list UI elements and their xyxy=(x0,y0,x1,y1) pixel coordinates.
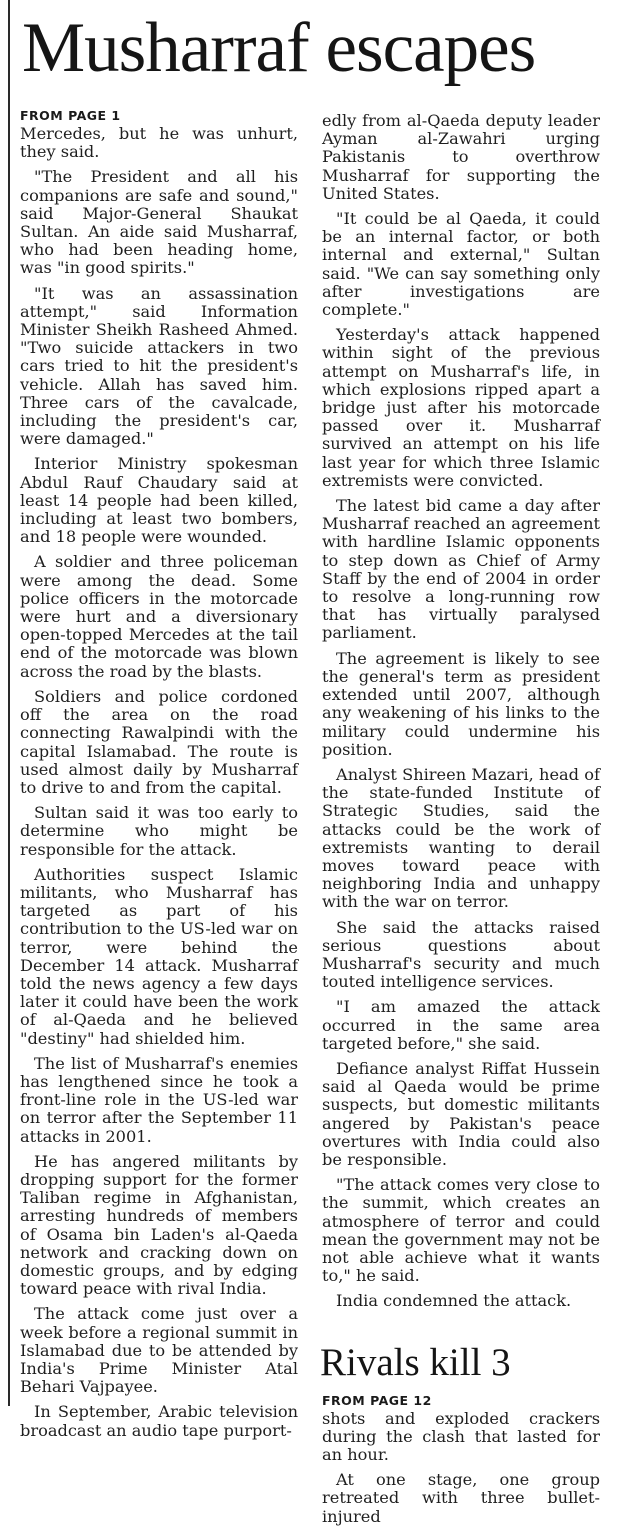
paragraph: Interior Ministry spokesman Abdul Rauf Chaudary said at least 14 people had been killed, including at least two bombers, and 18 people were wounded. xyxy=(20,454,298,547)
paragraph: shots and exploded crackers during the clash that lasted for an hour. xyxy=(322,1408,600,1464)
paragraph: In September, Arabic television broadcast an audio tape purport- xyxy=(20,1402,298,1440)
main-story-kicker: FROM PAGE 1 xyxy=(20,108,121,123)
left-column xyxy=(20,108,298,1447)
paragraph: Sultan said it was too early to determine who might be responsible for the attack. xyxy=(20,803,298,859)
paragraph: At one stage, one group retreated with three bullet-injured xyxy=(322,1470,600,1526)
paragraph: Defiance analyst Riffat Hussein said al Qaeda would be prime suspects, but domestic militants angered by Pakistan's peace overtures with India could also be responsible. xyxy=(322,1058,600,1169)
paragraph: edly from al-Qaeda deputy leader Ayman al-Zawahri urging Pakistanis to overthrow Musharraf for supporting the United States. xyxy=(322,111,600,203)
paragraph: "It was an assassination attempt," said Information Minister Sheikh Rasheed Ahmed. "Two suicide attackers in two cars tried to hit the president's vehicle. Allah has saved him. Three cars of the cavalcade, including the president's car, were damaged." xyxy=(20,283,298,449)
paragraph: She said the attacks raised serious questions about Musharraf's security and much touted intelligence services. xyxy=(322,917,600,992)
paragraph: Analyst Shireen Mazari, head of the state-funded Institute of Strategic Studies, said the attacks could be the work of extremists wanting to derail moves toward peace with neighboring India and unhappy with the war on terror. xyxy=(322,764,600,912)
paragraph: "It could be al Qaeda, it could be an internal factor, or both internal and external," Sultan said. "We can say something only after investigations are complete." xyxy=(322,209,600,320)
paragraph: "The President and all his companions are safe and sound," said Major-General Shaukat Sultan. An aide said Musharraf, who had been heading home, was "in good spirits." xyxy=(20,167,298,278)
second-story-headline: Rivals kill 3 xyxy=(320,1340,511,1384)
paragraph: The latest bid came a day after Musharraf reached an agreement with hardline Islamic opponents to step down as Chief of Army Staff by the end of 2004 in order to resolve a long-running row that has virtually paralysed parliament. xyxy=(322,496,600,643)
paragraph: A soldier and three policeman were among the dead. Some police officers in the motorcade were hurt and a diversionary open-topped Mercedes at the tail end of the motorcade was blown across the road by the blasts. xyxy=(20,552,298,681)
paragraph: Mercedes, but he was unhurt, they said. xyxy=(20,124,298,162)
main-headline: Musharraf escapes xyxy=(22,9,536,87)
paragraph: The agreement is likely to see the general's term as president extended until 2007, although any weakening of his links to the military could undermine his position. xyxy=(322,648,600,759)
paragraph: Authorities suspect Islamic militants, who Musharraf has targeted as part of his contribution to the US-led war on terror, were behind the December 14 attack. Musharraf told the news agency a few days later it could have been the work of al-Qaeda and he believed "destiny" had shielded him. xyxy=(20,864,298,1048)
paragraph: The attack come just over a week before a regional summit in Islamabad due to be attended by India's Prime Minister Atal Behari Vajpayee. xyxy=(20,1304,298,1397)
paragraph: Yesterday's attack happened within sight of the previous attempt on Musharraf's life, in which explosions ripped apart a bridge just after his motorcade passed over it. Musharraf survived an attempt on his life last year for which three Islamic extremists were convicted. xyxy=(322,325,600,490)
right-column xyxy=(322,112,600,1533)
paragraph: "The attack comes very close to the summit, which creates an atmosphere of terror and could mean the government may not be not able achieve what it wants to," he said. xyxy=(322,1175,600,1286)
paragraph: "I am amazed the attack occurred in the same area targeted before," she said. xyxy=(322,997,600,1053)
column-rule xyxy=(8,0,10,1406)
paragraph: He has angered militants by dropping support for the former Taliban regime in Afghanistan, arresting hundreds of members of Osama bin Laden's al-Qaeda network and cracking down on domestic groups, and by edging toward peace with rival India. xyxy=(20,1151,298,1299)
paragraph: Soldiers and police cordoned off the area on the road connecting Rawalpindi with the capital Islamabad. The route is used almost daily by Musharraf to drive to and from the capital. xyxy=(20,686,298,797)
paragraph: India condemned the attack. xyxy=(336,1291,572,1311)
second-story-kicker: FROM PAGE 12 xyxy=(322,1392,432,1408)
paragraph: The list of Musharraf's enemies has lengthened since he took a front-line role in the US-led war on terror after the September 11 attacks in 2001. xyxy=(20,1053,298,1146)
